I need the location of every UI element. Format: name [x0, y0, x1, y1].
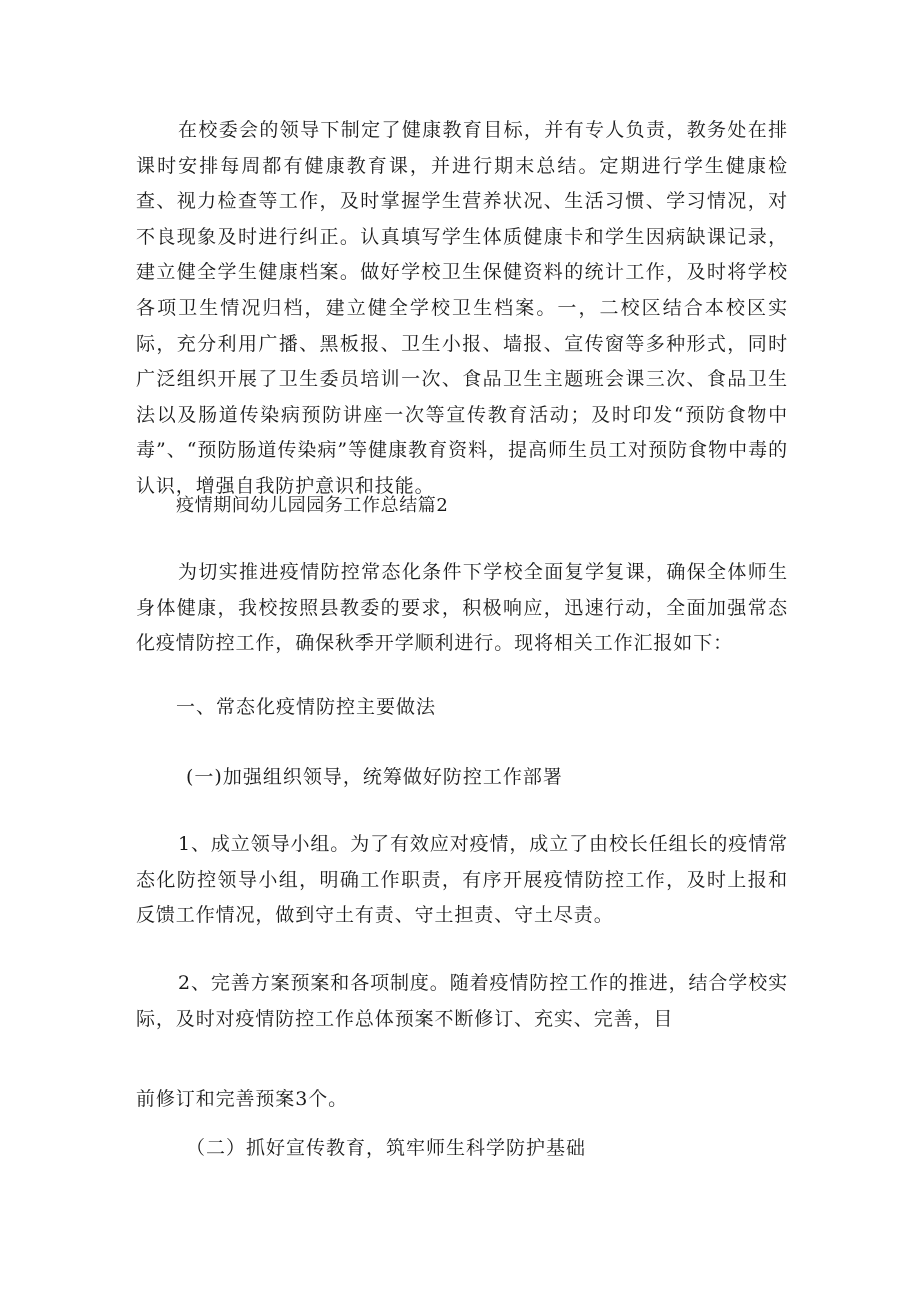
section-subtitle: 疫情期间幼儿园园务工作总结篇2: [176, 495, 449, 516]
paragraph-leading-group: 1、成立领导小组。为了有效应对疫情，成立了由校长任组长的疫情常态化防控领导小组，明确工作职责，有序开展疫情防控工作，及时上报和反馈工作情况，做到守土有责、守土担责、守土尽责。: [136, 833, 788, 927]
paragraph-plans-count: 前修订和完善预案3个。: [136, 1088, 348, 1110]
paragraph-plans-systems: 2、完善方案预案和各项制度。随着疫情防控工作的推进，结合学校实际，及时对疫情防控工作总体预案不断修订、充实、完善，目: [136, 972, 788, 1030]
heading-main-practices: 一、常态化疫情防控主要做法: [176, 696, 437, 718]
paragraph-health-education: 在校委会的领导下制定了健康教育目标，并有专人负责，教务处在排课时安排每周都有健康教育课，并进行期末总结。定期进行学生健康检查、视力检查等工作，及时掌握学生营养状况、生活习惯、学习情况，对不良现象及时进行纠正。认真填写学生体质健康卡和学生因病缺课记录，建立健全学生健康档案。做好学校卫生保健资料的统计工作，及时将学校各项卫生情况归档，建立健全学校卫生档案。一，二校区结合本校区实际，充分利用广播、黑板报、卫生小报、墙报、宣传窗等多种形式，同时广泛组织开展了卫生委员培训一次、食品卫生主题班会课三次、食品卫生法以及肠道传染病预防讲座一次等宣传教育活动；及时印发“预防食物中毒”、“预防肠道传染病”等健康教育资料，提高师生员工对预防食物中毒的认识，增强自我防护意识和技能。: [136, 119, 788, 497]
heading-publicity-education: （二）抓好宣传教育，筑牢师生科学防护基础: [186, 1137, 587, 1159]
paragraph-intro: 为切实推进疫情防控常态化条件下学校全面复学复课，确保全体师生身体健康，我校按照县教委的要求，积极响应，迅速行动，全面加强常态化疫情防控工作，确保秋季开学顺利进行。现将相关工作汇报如下：: [136, 561, 788, 655]
heading-organization-leadership: (一)加强组织领导，统筹做好防控工作部署: [186, 766, 563, 788]
